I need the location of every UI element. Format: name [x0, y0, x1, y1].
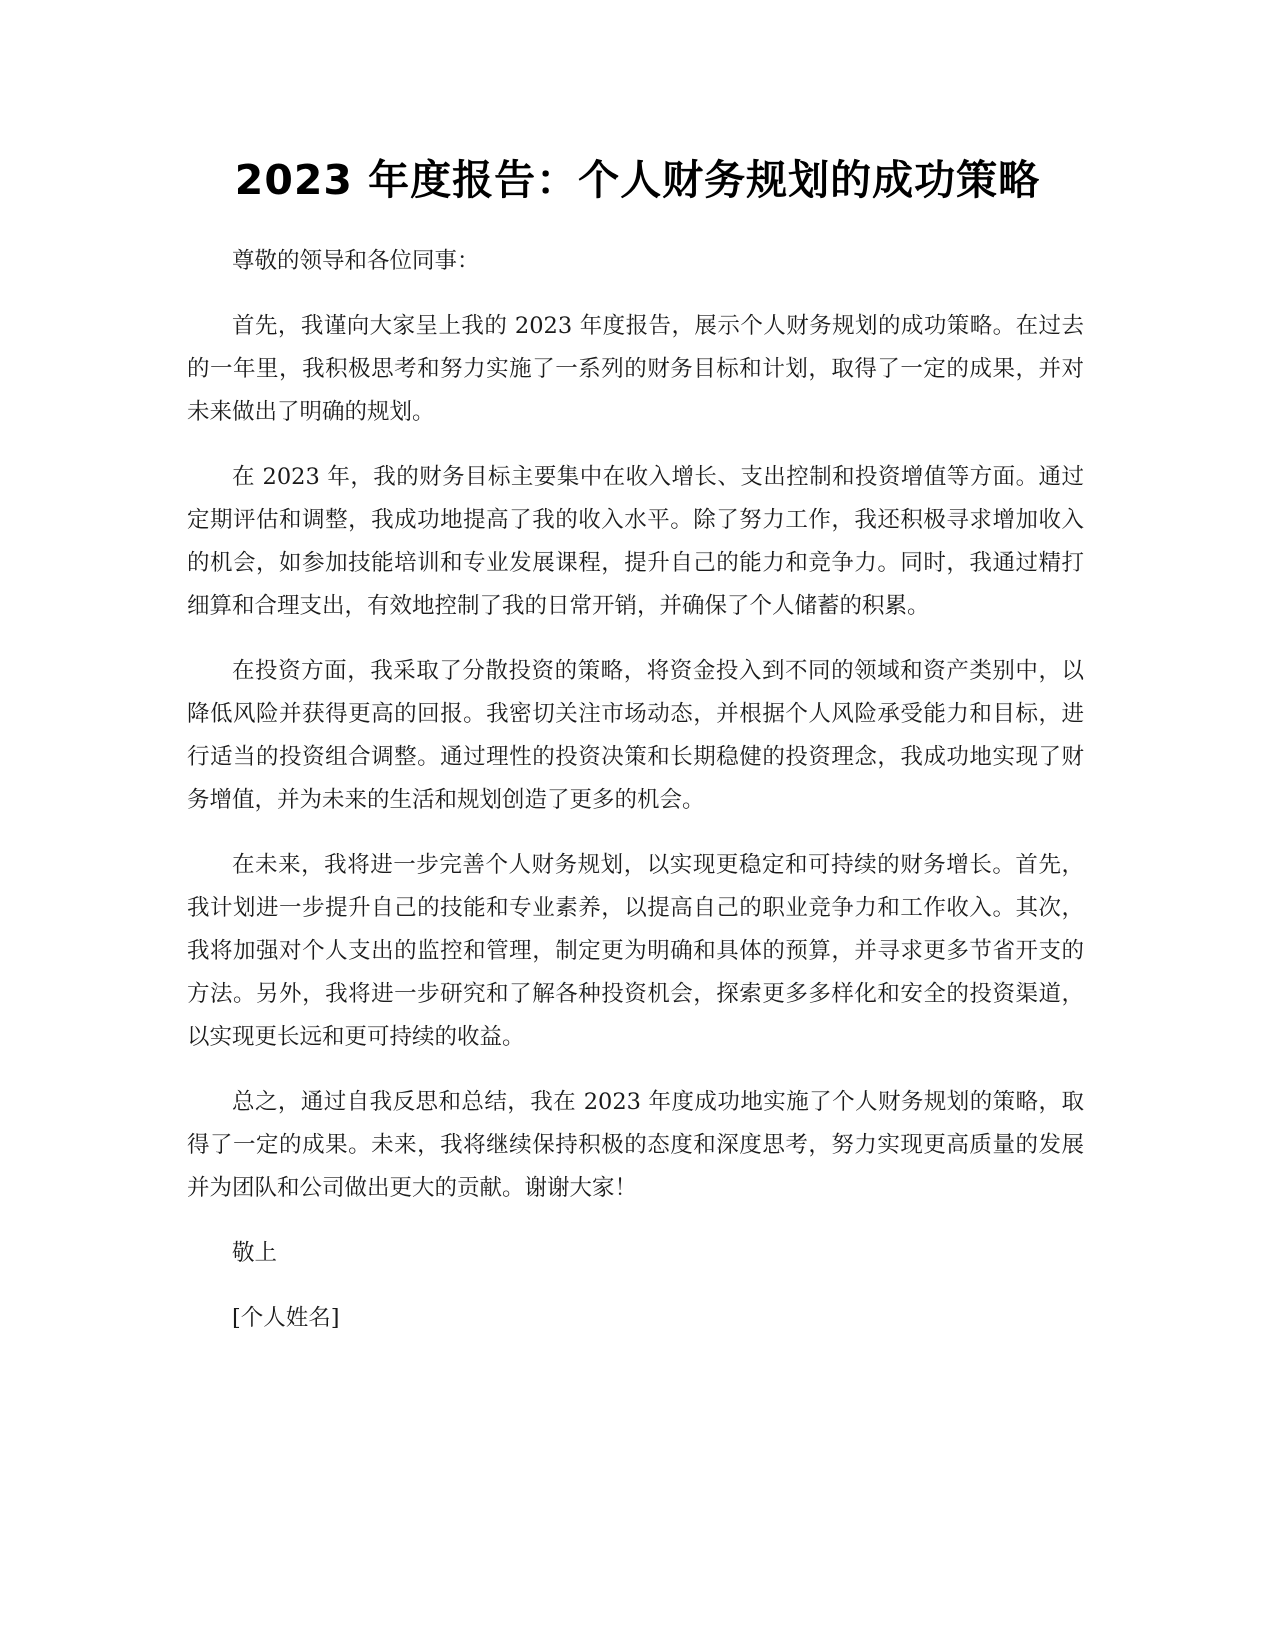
- document-body: [187, 240, 1084, 1362]
- document-title: 2023 年度报告：个人财务规划的成功策略: [234, 156, 1041, 204]
- paragraph-goals: 在 2023 年，我的财务目标主要集中在收入增长、支出控制和投资增值等方面。通过定期评估和调整，我成功地提高了我的收入水平。除了努力工作，我还积极寻求增加收入的机会，如参加技能培训和专业发展课程，提升自己的能力和竞争力。同时，我通过精打细算和合理支出，有效地控制了我的日常开销，并确保了个人储蓄的积累。: [187, 464, 1084, 619]
- salutation: 尊敬的领导和各位同事：: [232, 248, 480, 274]
- paragraph-future: 在未来，我将进一步完善个人财务规划，以实现更稳定和可持续的财务增长。首先，我计划进一步提升自己的技能和专业素养，以提高自己的职业竞争力和工作收入。其次，我将加强对个人支出的监控和管理，制定更为明确和具体的预算，并寻求更多节省开支的方法。另外，我将进一步研究和了解各种投资机会，探索更多多样化和安全的投资渠道，以实现更长远和更可持续的收益。: [187, 852, 1084, 1050]
- paragraph-intro: 首先，我谨向大家呈上我的 2023 年度报告，展示个人财务规划的成功策略。在过去的一年里，我积极思考和努力实施了一系列的财务目标和计划，取得了一定的成果，并对未来做出了明确的规划。: [187, 313, 1084, 425]
- paragraph-summary: 总之，通过自我反思和总结，我在 2023 年度成功地实施了个人财务规划的策略，取得了一定的成果。未来，我将继续保持积极的态度和深度思考，努力实现更高质量的发展并为团队和公司做出更大的贡献。谢谢大家！: [187, 1089, 1084, 1201]
- signature: [个人姓名]: [232, 1305, 340, 1331]
- paragraph-investment: 在投资方面，我采取了分散投资的策略，将资金投入到不同的领域和资产类别中，以降低风险并获得更高的回报。我密切关注市场动态，并根据个人风险承受能力和目标，进行适当的投资组合调整。通过理性的投资决策和长期稳健的投资理念，我成功地实现了财务增值，并为未来的生活和规划创造了更多的机会。: [187, 658, 1084, 813]
- closing: 敬上: [232, 1240, 278, 1266]
